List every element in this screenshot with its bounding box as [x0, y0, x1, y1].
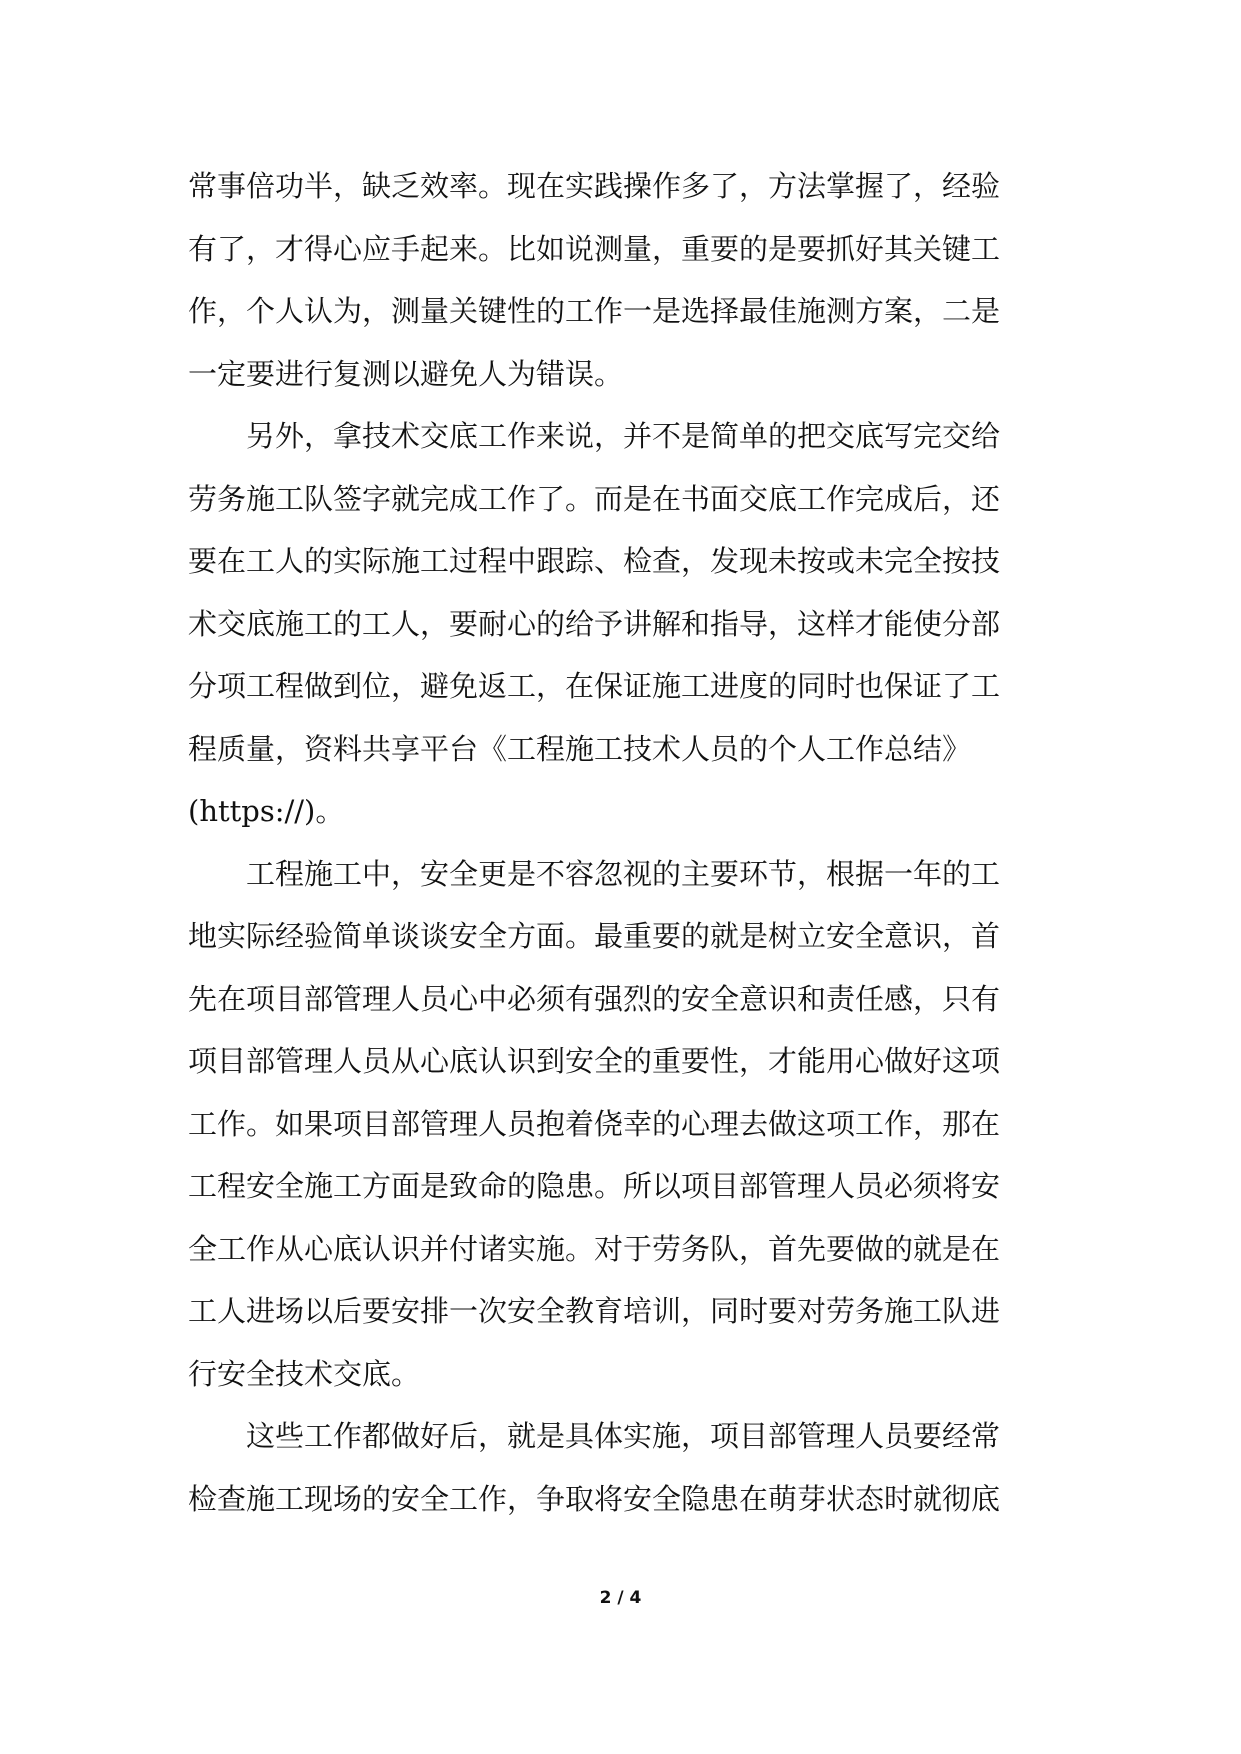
- text-line: 劳务施工队签字就完成工作了。而是在书面交底工作完成后，还: [188, 481, 1001, 516]
- text-line: 先在项目部管理人员心中必须有强烈的安全意识和责任感，只有: [188, 981, 1001, 1016]
- text-line: 有了，才得心应手起来。比如说测量，重要的是要抓好其关键工: [188, 231, 1001, 266]
- text-line: 项目部管理人员从心底认识到安全的重要性，才能用心做好这项: [188, 1044, 1001, 1078]
- document-body: [188, 155, 1058, 1530]
- page-number: 2 / 4: [599, 1588, 642, 1608]
- text-line: 一定要进行复测以避免人为错误。: [188, 356, 624, 391]
- text-line: 工程施工中，安全更是不容忽视的主要环节，根据一年的工: [188, 856, 1001, 891]
- text-line: 要在工人的实际施工过程中跟踪、检查，发现未按或未完全按技: [188, 544, 1001, 578]
- paragraph: [188, 1405, 1058, 1530]
- text-line: 另外，拿技术交底工作来说，并不是简单的把交底写完交给: [188, 419, 1001, 453]
- paragraph: [188, 405, 1058, 843]
- text-line: 检查施工现场的安全工作，争取将安全隐患在萌芽状态时就彻底: [188, 1481, 1001, 1516]
- text-line: 这些工作都做好后，就是具体实施，项目部管理人员要经常: [188, 1419, 1001, 1453]
- text-line: 工程安全施工方面是致命的隐患。所以项目部管理人员必须将安: [188, 1169, 1001, 1203]
- text-line: 工作。如果项目部管理人员抱着侥幸的心理去做这项工作，那在: [188, 1106, 1001, 1141]
- text-line: 地实际经验简单谈谈安全方面。最重要的就是树立安全意识，首: [188, 919, 1001, 953]
- paragraph: [188, 843, 1058, 1406]
- text-line: 程质量，资料共享平台《工程施工技术人员的个人工作总结》: [188, 731, 972, 766]
- text-line: 分项工程做到位，避免返工，在保证施工进度的同时也保证了工: [188, 669, 1001, 703]
- text-line: 行安全技术交底。: [188, 1356, 421, 1391]
- paragraph: [188, 155, 1058, 405]
- text-line: 常事倍功半，缺乏效率。现在实践操作多了，方法掌握了，经验: [188, 169, 1001, 203]
- text-line: 全工作从心底认识并付诸实施。对于劳务队，首先要做的就是在: [188, 1231, 1001, 1266]
- text-line: (https://)。: [188, 794, 345, 828]
- text-line: 工人进场以后要安排一次安全教育培训，同时要对劳务施工队进: [188, 1294, 1001, 1328]
- text-line: 术交底施工的工人，要耐心的给予讲解和指导，这样才能使分部: [188, 606, 1001, 641]
- text-line: 作，个人认为，测量关键性的工作一是选择最佳施测方案，二是: [188, 294, 1001, 328]
